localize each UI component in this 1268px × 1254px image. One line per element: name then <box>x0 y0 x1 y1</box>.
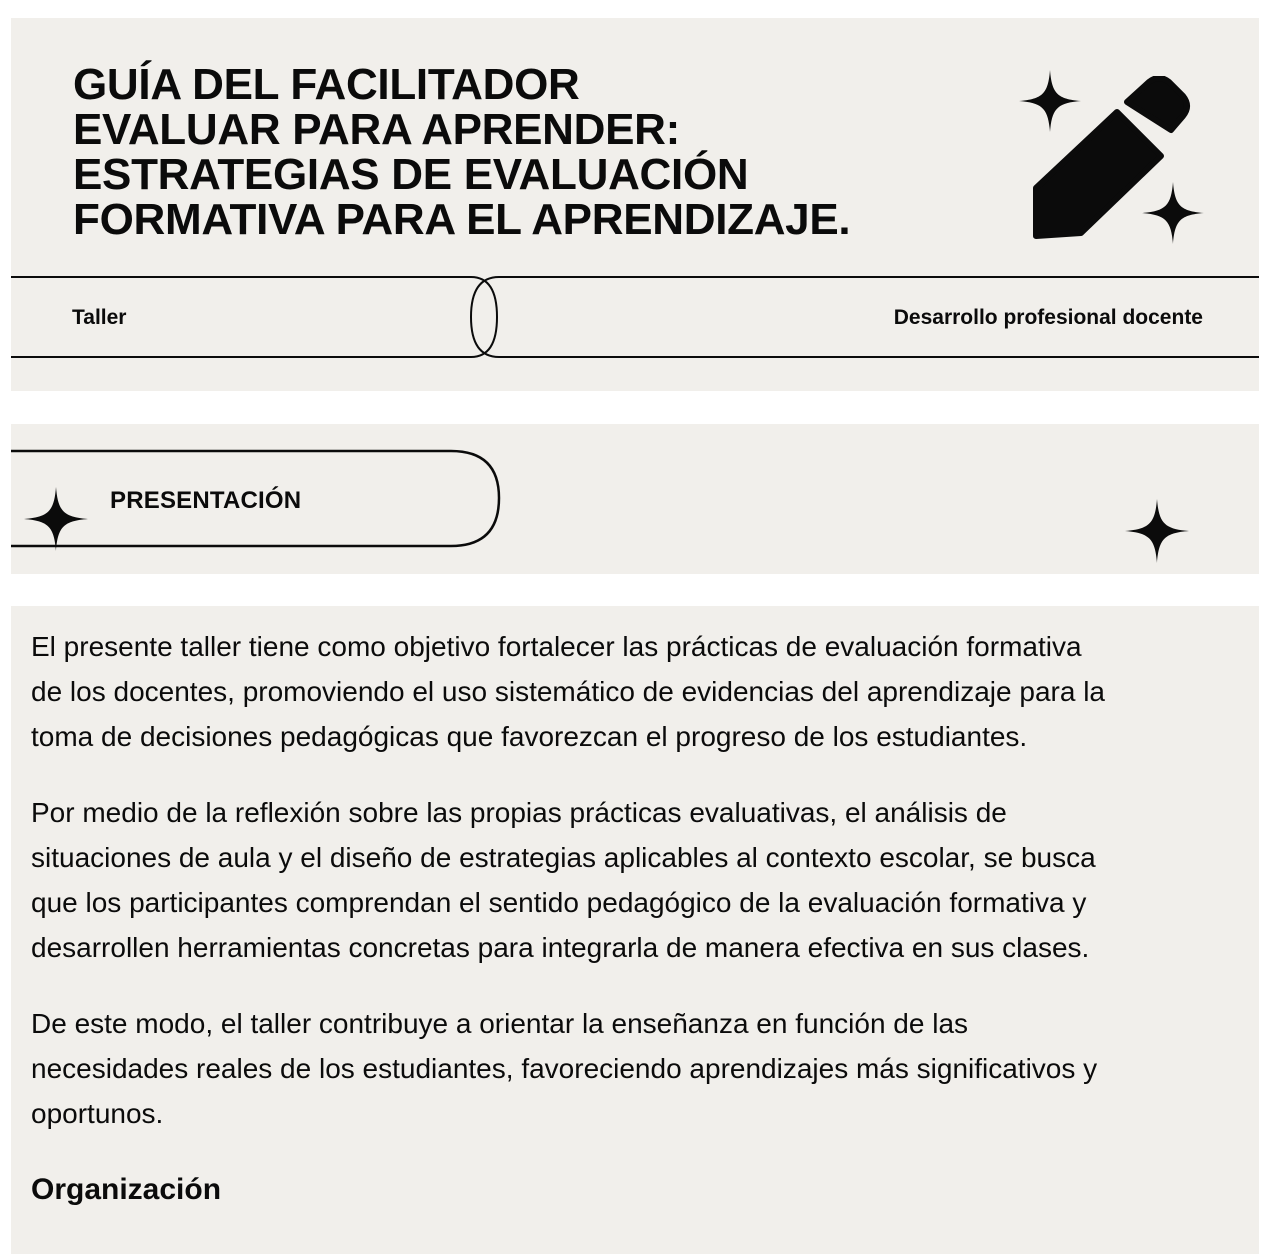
paragraph <box>31 790 1253 970</box>
body-text <box>31 624 1253 1212</box>
header-panel <box>11 18 1259 391</box>
text-line: De este modo, el taller contribuye a orientar la enseñanza en función de las <box>31 1008 969 1039</box>
title-line: EVALUAR PARA APRENDER: <box>73 105 680 154</box>
subheading: Organización <box>31 1173 222 1206</box>
text-line: oportunos. <box>31 1098 164 1129</box>
category-label: Taller <box>72 306 127 329</box>
text-line: que los participantes comprendan el sentido pedagógico de la evaluación formativa y <box>31 887 1087 918</box>
body-panel <box>11 606 1259 1254</box>
text-line: El presente taller tiene como objetivo fortalecer las prácticas de evaluación formativa <box>31 631 1082 662</box>
sparkle-icon <box>1125 499 1189 563</box>
section-title: PRESENTACIÓN <box>110 487 302 514</box>
title-line: FORMATIVA PARA EL APRENDIZAJE. <box>73 195 851 244</box>
page-title <box>73 62 850 242</box>
area-label: Desarrollo profesional docente <box>893 306 1203 329</box>
text-line: necesidades reales de los estudiantes, favoreciendo aprendizajes más significativos y <box>31 1053 1098 1084</box>
title-line: GUÍA DEL FACILITADOR <box>73 60 580 109</box>
paragraph <box>31 624 1253 759</box>
text-line: de los docentes, promoviendo el uso sistemático de evidencias del aprendizaje para la <box>31 676 1105 707</box>
text-line: desarrollen herramientas concretas para integrarla de manera efectiva en sus clases. <box>31 932 1090 963</box>
paragraph <box>31 1001 1253 1136</box>
text-line: toma de decisiones pedagógicas que favorezcan el progreso de los estudiantes. <box>31 721 1028 752</box>
title-line: ESTRATEGIAS DE EVALUACIÓN <box>73 150 749 199</box>
sparkle-icon <box>1142 182 1204 244</box>
sparkle-icon <box>24 487 88 551</box>
text-line: Por medio de la reflexión sobre las propias prácticas evaluativas, el análisis de <box>31 797 1007 828</box>
section-header-panel <box>11 424 1259 574</box>
text-line: situaciones de aula y el diseño de estrategias aplicables al contexto escolar, se busca <box>31 842 1096 873</box>
